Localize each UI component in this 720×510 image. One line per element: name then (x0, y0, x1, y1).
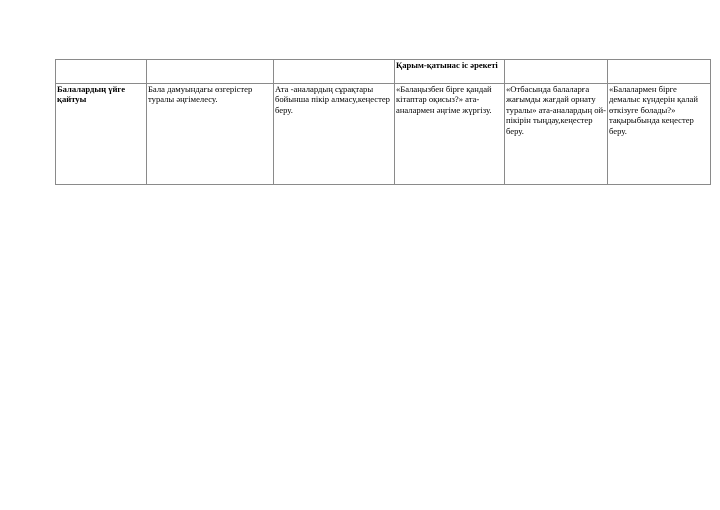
table-cell: «Балалармен бірге демалыс күндерін қалай өткізуге болады?» тақырыбында кеңестер беру. (608, 84, 711, 185)
plan-table (55, 59, 711, 185)
activity-header-cell: Қарым-қатынас іс әрекеті (395, 60, 505, 84)
table-cell (147, 60, 274, 84)
table-cell: «Балаңызбен бірге қандай кітаптар оқисыз?» ата- аналармен әңгіме жүргізу. (395, 84, 505, 185)
table-cell (274, 60, 395, 84)
table-cell (608, 60, 711, 84)
table-row (56, 60, 711, 84)
table-cell: «Отбасында балаларға жағымды жағдай орнату туралы» ата-аналардың ой-пікірін тыңдау,кеңестер беру. (505, 84, 608, 185)
table-cell (505, 60, 608, 84)
table-cell: Бала дамуындағы өзгерістер туралы әңгімелесу. (147, 84, 274, 185)
table-cell (56, 60, 147, 84)
table-cell: Ата -аналардың сұрақтары бойынша пікір алмасу,кеңестер беру. (274, 84, 395, 185)
table-row (56, 84, 711, 185)
row-heading-cell: Балалардың үйге қайтуы (56, 84, 147, 185)
